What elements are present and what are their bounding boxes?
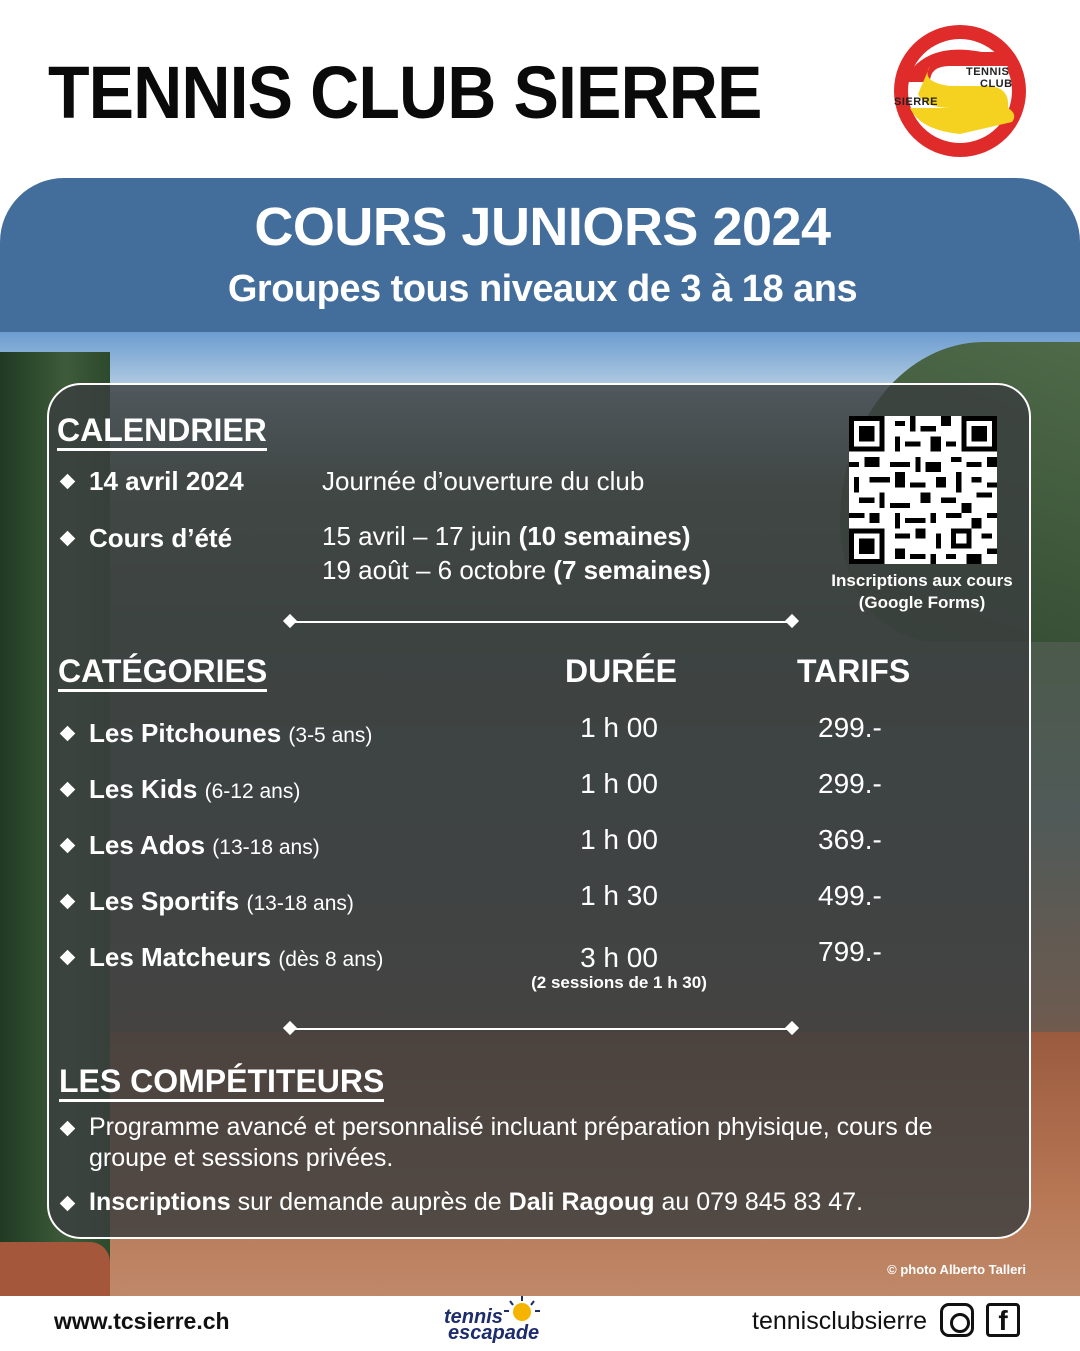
category-age: (6-12 ans) [204,780,301,803]
summer-period-2-dates: 19 août – 6 octobre [322,555,554,585]
category-name: Les Ados [89,830,206,860]
contact-phone: au 079 845 83 47. [654,1188,864,1216]
summer-period-1-dates: 15 avril – 17 juin [322,521,519,551]
category-age: (3-5 ans) [288,724,373,747]
category-age: (dès 8 ans) [278,948,384,971]
qr-code[interactable] [849,416,997,564]
category-row [89,718,372,749]
category-row [89,774,300,805]
matcheurs-session-note: (2 sessions de 1 h 30) [531,973,707,992]
registration-text: sur demande auprès de [230,1188,509,1216]
category-price: 499.- [818,880,882,911]
partner-logo-text-2: escapade [448,1322,540,1344]
photo-credit: © photo Alberto Talleri [887,1262,1026,1277]
duration-column-header: DURÉE [565,653,678,689]
summer-period-2-weeks: (7 semaines) [553,555,711,585]
category-duration: 1 h 00 [580,824,658,855]
calendar-summer-label: Cours d’été [89,523,233,553]
calendar-heading: CALENDRIER [57,414,267,451]
website-link[interactable]: www.tcsierre.ch [54,1308,230,1334]
category-duration: 1 h 00 [580,712,658,743]
qr-caption [806,570,1038,614]
category-duration: 3 h 00 [580,942,658,973]
price-column-header: TARIFS [797,653,911,689]
competitors-heading: LES COMPÉTITEURS [59,1065,384,1102]
category-row [89,830,320,861]
category-price: 299.- [818,768,882,799]
club-title: TENNIS CLUB SIERRE [48,51,762,134]
summer-period-1-weeks: (10 semaines) [518,521,691,551]
calendar-date-label: 14 avril 2024 [89,466,244,496]
photo-planter [0,1242,110,1296]
category-age: (13-18 ans) [212,836,320,859]
category-name: Les Pitchounes [89,718,282,748]
category-price: 799.- [818,936,882,967]
banner-title: COURS JUNIORS 2024 [254,197,831,257]
section-divider [290,1028,792,1030]
calendar-summer-line-1 [322,521,691,552]
partner-logo-text-1: tennis [444,1306,503,1328]
section-divider [290,621,792,623]
instagram-icon[interactable] [940,1303,974,1337]
category-name: Les Sportifs [89,886,240,916]
calendar-date-text: Journée d’ouverture du club [322,466,645,496]
social-handle[interactable]: tennisclubsierre [752,1307,928,1335]
tennis-escapade-logo [444,1296,554,1346]
category-age: (13-18 ans) [246,892,354,915]
competitors-program-line-1: Programme avancé et personnalisé incluant préparation phyisique, cours de [89,1113,933,1141]
category-row [89,942,383,973]
logo-text-tennis: TENNIS [966,66,1010,78]
registration-label: Inscriptions [89,1188,231,1216]
qr-caption-line-1: Inscriptions aux cours [831,571,1013,590]
categories-heading: CATÉGORIES [58,655,267,692]
logo-text-sierre: SIERRE [894,96,938,108]
category-duration: 1 h 30 [580,880,658,911]
club-logo [890,22,1030,160]
contact-name: Dali Ragoug [508,1188,655,1216]
category-name: Les Matcheurs [89,942,272,972]
category-price: 299.- [818,712,882,743]
competitors-program-line-2: groupe et sessions privées. [89,1144,394,1172]
logo-text-club: CLUB [980,78,1013,90]
category-price: 369.- [818,824,882,855]
banner-subtitle: Groupes tous niveaux de 3 à 18 ans [227,268,858,310]
qr-caption-line-2: (Google Forms) [858,593,986,612]
category-row [89,886,354,917]
category-name: Les Kids [89,774,198,804]
calendar-summer-line-2 [322,555,711,586]
facebook-icon[interactable]: f [986,1303,1020,1337]
competitors-registration [89,1188,863,1217]
category-duration: 1 h 00 [580,768,658,799]
